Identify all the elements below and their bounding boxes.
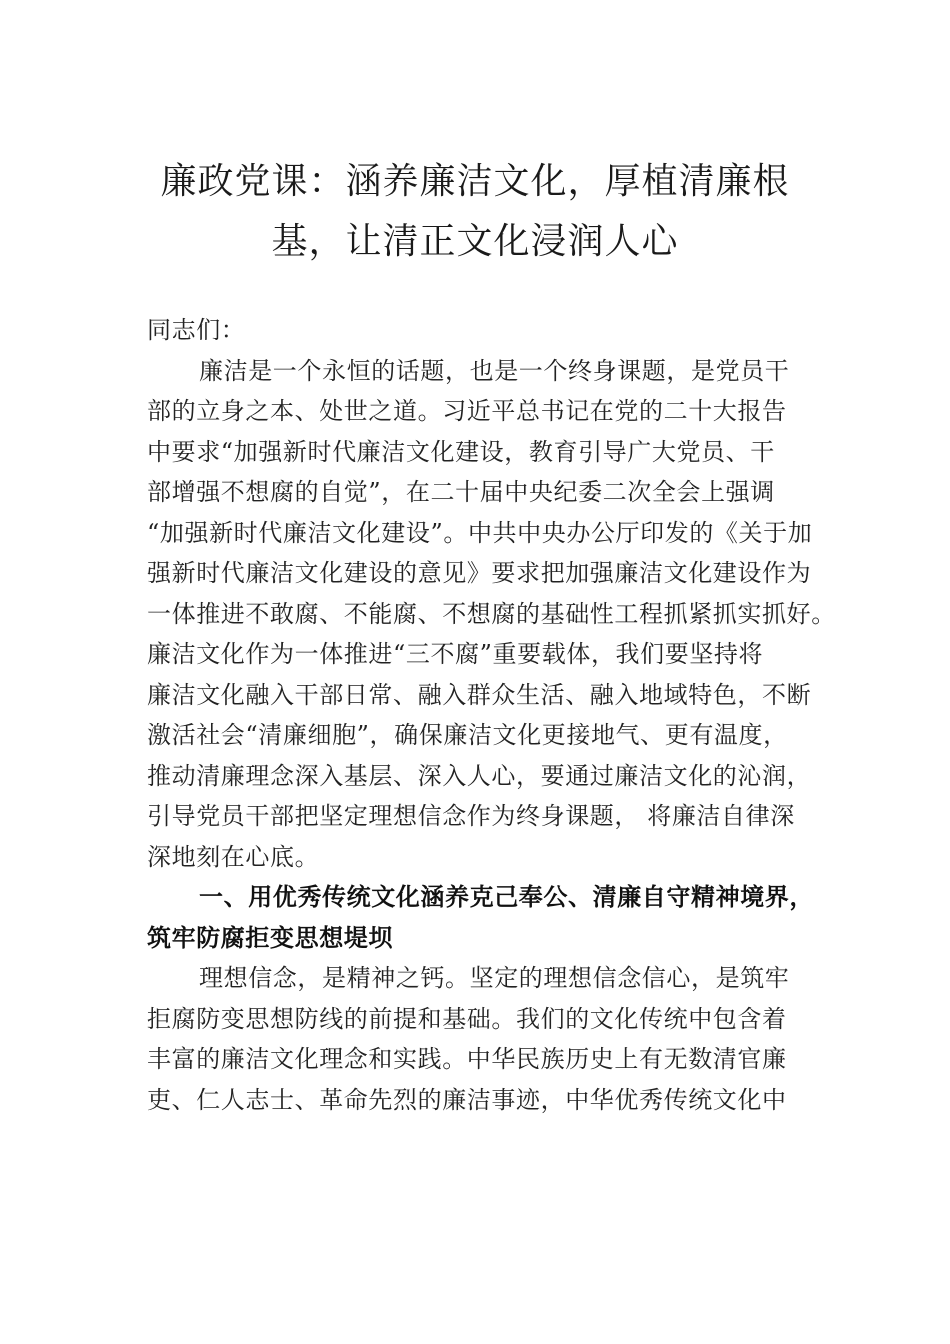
paragraph-line: 丰富的廉洁文化理念和实践。中华民族历史上有无数清官廉 <box>147 1045 787 1073</box>
paragraph-line: 引导党员干部把坚定理想信念作为终身课题， 将廉洁自律深 <box>147 802 795 830</box>
paragraph-line: “加强新时代廉洁文化建设”。中共中央办公厅印发的《关于加 <box>147 518 813 547</box>
paragraph-line: 一体推进不敢腐、不能腐、不想腐的基础性工程抓紧抓实抓好。 <box>147 599 836 628</box>
title-line: 基，让清正文化浸润人心 <box>271 221 679 262</box>
paragraph-line: 中要求“加强新时代廉洁文化建设，教育引导广大党员、干 <box>147 437 775 466</box>
title-line: 廉政党课：涵养廉洁文化，厚植清廉根 <box>160 161 790 202</box>
paragraph-line: 深地刻在心底。 <box>147 842 320 871</box>
paragraph-line: 廉洁文化融入干部日常、融入群众生活、融入地域特色，不断 <box>147 680 812 709</box>
section-heading-1 <box>147 877 817 958</box>
heading-line: 筑牢防腐拒变思想堤坝 <box>147 923 393 952</box>
paragraph-line: 部增强不想腐的自觉”，在二十届中央纪委二次全会上强调 <box>147 478 775 506</box>
paragraph-line: 强新时代廉洁文化建设的意见》要求把加强廉洁文化建设作为 <box>147 559 812 587</box>
paragraph-line: 廉洁是一个永恒的话题，也是一个终身课题，是党员干 <box>199 356 790 385</box>
paragraph-1 <box>147 351 836 878</box>
salutation: 同志们： <box>147 316 246 344</box>
document-title <box>150 152 800 272</box>
paragraph-line: 吏、仁人志士、革命先烈的廉洁事迹，中华优秀传统文化中 <box>147 1085 787 1114</box>
paragraph-line: 部的立身之本、处世之道。习近平总书记在党的二十大报告 <box>147 397 787 425</box>
paragraph-2 <box>147 958 817 1120</box>
document-body <box>147 310 836 1120</box>
paragraph-line: 理想信念，是精神之钙。坚定的理想信念信心，是筑牢 <box>199 964 790 992</box>
paragraph-line: 廉洁文化作为一体推进“三不腐”重要载体，我们要坚持将 <box>147 640 764 668</box>
paragraph-line: 拒腐防变思想防线的前提和基础。我们的文化传统中包含着 <box>147 1004 787 1033</box>
heading-line: 一、用优秀传统文化涵养克己奉公、清廉自守精神境界， <box>199 883 814 911</box>
paragraph-line: 激活社会“清廉细胞”，确保廉洁文化更接地气、更有温度， <box>147 721 788 749</box>
paragraph-line: 推动清廉理念深入基层、深入人心，要通过廉洁文化的沁润， <box>147 761 812 790</box>
